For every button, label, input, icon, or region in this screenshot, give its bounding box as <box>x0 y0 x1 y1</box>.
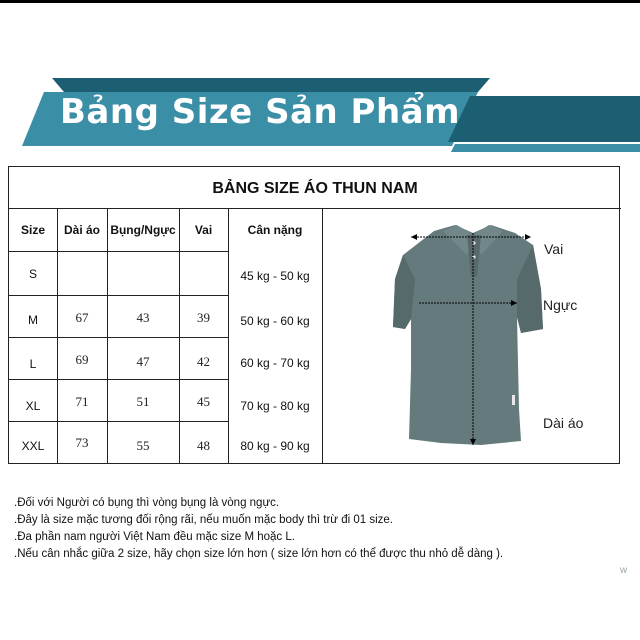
shoulder-label: Vai <box>544 241 564 257</box>
chest-cell: 51 <box>136 394 150 409</box>
length-cell: 71 <box>75 394 89 409</box>
col-divider <box>228 209 229 463</box>
shoulder-cell: 42 <box>197 354 210 369</box>
chest-cell: 43 <box>136 310 150 325</box>
col-divider <box>57 209 58 463</box>
length-cell: 73 <box>75 435 89 450</box>
header-can-nang: Cân nặng <box>247 223 303 237</box>
chest-cell: 55 <box>136 438 150 453</box>
shoulder-cell: 48 <box>197 438 210 453</box>
size-cell: L <box>29 357 37 371</box>
row-divider <box>9 295 228 296</box>
header-bung-nguc: Bụng/Ngực <box>110 223 176 237</box>
weight-cell: 45 kg - 50 kg <box>240 269 310 283</box>
size-table <box>8 166 620 464</box>
header-vai: Vai <box>194 223 213 237</box>
chest-label: Ngực <box>543 297 578 313</box>
note-line: .Đây là size mặc tương đối rộng rãi, nếu muốn mặc body thì trừ đi 01 size. <box>14 514 393 526</box>
note-line: .Đa phần nam người Việt Nam đều mặc size M hoặc L. <box>14 531 295 543</box>
header-size: Size <box>20 223 45 237</box>
shoulder-cell: 45 <box>197 394 210 409</box>
weight-cell: 50 kg - 60 kg <box>240 314 310 328</box>
size-cell: M <box>28 313 38 327</box>
row-divider <box>9 251 228 252</box>
chest-cell: 47 <box>136 354 150 369</box>
weight-cell: 70 kg - 80 kg <box>240 399 310 413</box>
size-cell: S <box>28 267 37 281</box>
note-line: .Nếu cân nhắc giữa 2 size, hãy chọn size lớn hơn ( size lớn hơn có thể được thu nhỏ dễ dàng ). <box>14 548 504 560</box>
watermark: w <box>620 565 628 576</box>
weight-cell: 60 kg - 70 kg <box>240 356 310 370</box>
shoulder-cell: 39 <box>197 310 210 325</box>
table-title: BẢNG SIZE ÁO THUN NAM <box>9 167 621 209</box>
col-divider <box>179 209 180 463</box>
length-cell: 67 <box>75 310 89 325</box>
length-label: Dài áo <box>543 415 584 431</box>
col-divider <box>107 209 108 463</box>
size-cell: XL <box>25 399 41 413</box>
banner-title: Bảng Size Sản Phẩm <box>60 92 461 132</box>
row-divider <box>9 421 228 422</box>
row-divider <box>9 337 228 338</box>
note-line: .Đối với Người có bụng thì vòng bụng là vòng ngực. <box>14 497 280 509</box>
col-divider <box>322 209 323 463</box>
weight-cell: 80 kg - 90 kg <box>240 439 310 453</box>
length-cell: 69 <box>75 352 89 367</box>
shirt-illustration <box>331 209 620 463</box>
row-divider <box>9 379 228 380</box>
header-dai-ao: Dài áo <box>63 223 100 237</box>
size-cell: XXL <box>21 439 45 453</box>
top-border-line <box>0 0 640 3</box>
size-notes <box>14 495 503 563</box>
